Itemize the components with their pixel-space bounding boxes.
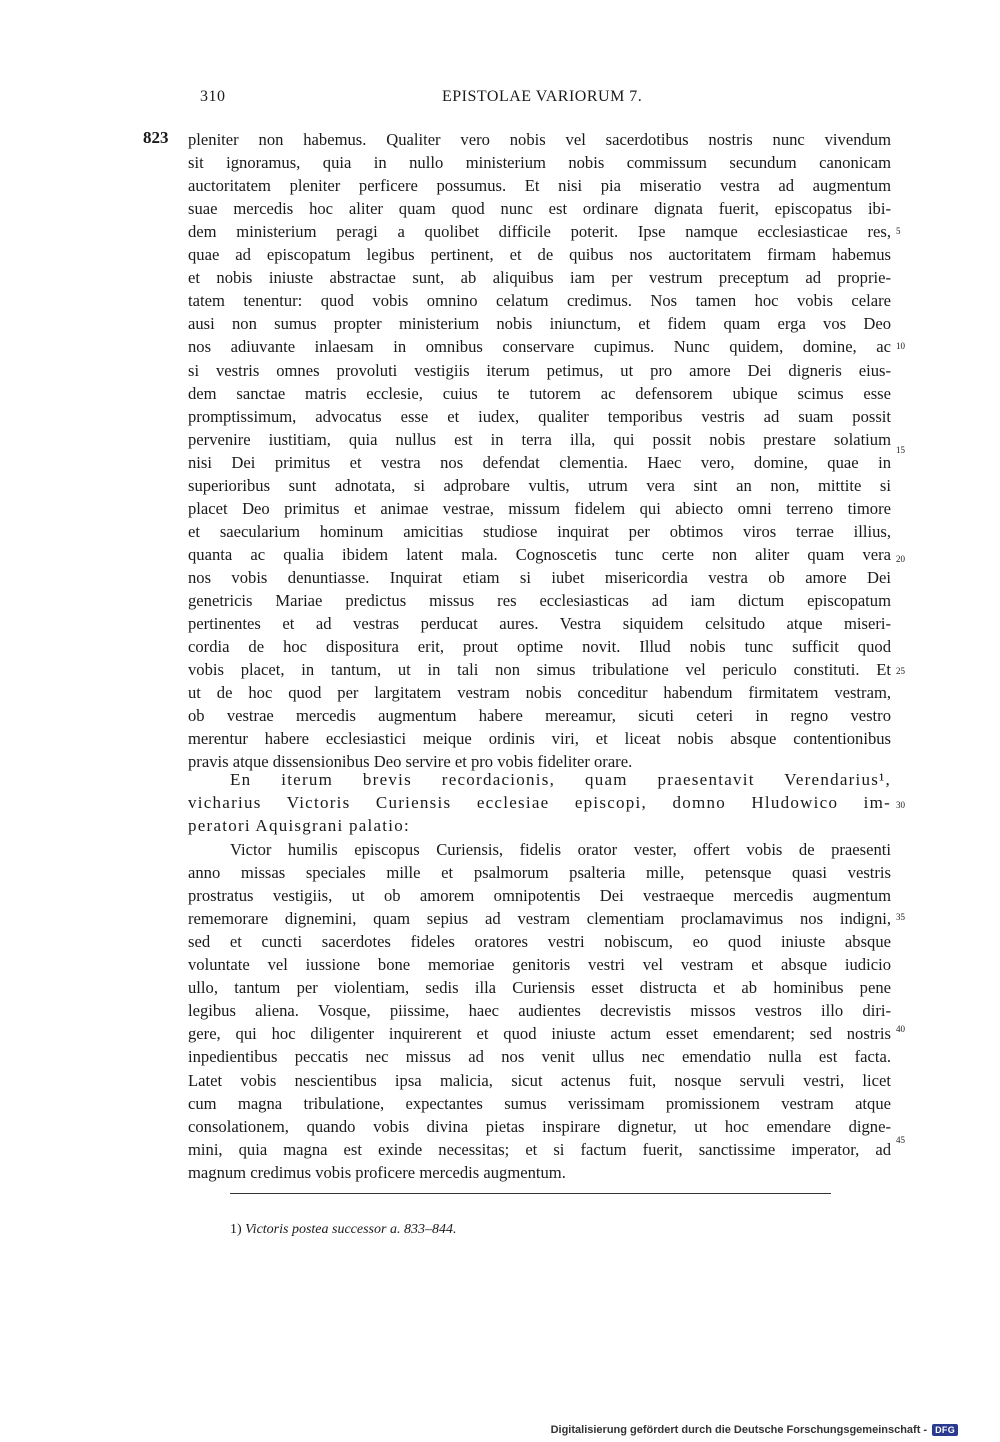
text-line: prostratus vestigiis, ut ob amorem omnipotentis Dei vestraeque mercedis augmentum bbox=[188, 886, 891, 906]
text-line: auctoritatem pleniter perficere possumus. Et nisi pia miseratio vestra ad augmentum bbox=[188, 176, 891, 196]
page-header bbox=[0, 88, 1000, 114]
text-line: ob vestrae mercedis augmentum habere mereamur, sicuti ceteri in regno vestro bbox=[188, 706, 891, 726]
text-line: cordia de hoc dispositura erit, prout optime novit. Illud nobis tunc sufficit quod bbox=[188, 637, 891, 657]
text-line: nisi Dei primitus et vestra nos defendat clementia. Haec vero, domine, quae in bbox=[188, 452, 891, 472]
text-line: genetricis Mariae predictus missus res ecclesiasticas ad iam dictum episcopatum bbox=[188, 591, 891, 610]
text-line: voluntate vel iussione bone memoriae genitoris vestri vel vestram et absque iudicio bbox=[188, 955, 891, 975]
text-line: legibus aliena. Vosque, piissime, haec audientes decrevistis missos vestros illo diri- bbox=[188, 1001, 891, 1021]
text-line: dem sanctae matris ecclesie, cuius te tutorem ac defensorem ubique scimus esse bbox=[188, 383, 891, 403]
text-line: quae ad episcopatum legibus pertinent, et de quibus nos auctoritatem firmam habemus bbox=[188, 245, 891, 265]
text-line: magnum credimus vobis proficere mercedis augmentum. bbox=[188, 1162, 566, 1182]
text-line: vobis placet, in tantum, ut in tali non simus tribulatione vel periculo constituti. Et bbox=[188, 660, 891, 680]
footnote-marker: 1) bbox=[230, 1222, 242, 1237]
text-line: vicharius Victoris Curiensis ecclesiae episcopi, domno Hludowico im- bbox=[188, 793, 891, 813]
running-title: EPISTOLAE VARIORUM 7. bbox=[442, 88, 643, 105]
text-line: inpedientibus peccatis nec missus ad nos venit ullus nec emendatio nulla est facta. bbox=[188, 1047, 891, 1067]
text-line: nos vobis denuntiasse. Inquirat etiam si iubet misericordia vestra ob amore Dei bbox=[188, 567, 891, 587]
text-line: sit ignoramus, quia in nullo ministerium nobis commissum secundum canonicam bbox=[188, 153, 891, 173]
text-line: pervenire iustitiam, quia nullus est in terra illa, qui possit nobis prestare solatium bbox=[188, 429, 891, 449]
text-line: Victor humilis episcopus Curiensis, fidelis orator vester, offert vobis de praesenti bbox=[230, 840, 891, 859]
text-line: gere, qui hoc diligenter inquirerent et quod iniuste actum esset emendarent; sed nostris bbox=[188, 1024, 891, 1044]
digitization-credit bbox=[551, 1424, 958, 1436]
text-line: suae mercedis hoc aliter quam quod nunc est ordinare dignata fuerit, episcopatus ibi- bbox=[188, 199, 891, 219]
line-number: 35 bbox=[896, 912, 905, 922]
text-line: promptissimum, advocatus esse et iudex, qualiter temporibus vestris ad suam possit bbox=[188, 406, 891, 426]
text-line: quanta ac qualia ibidem latent mala. Cognoscetis tunc certe non aliter quam vera bbox=[188, 544, 891, 564]
line-number: 10 bbox=[896, 341, 905, 351]
line-number: 40 bbox=[896, 1024, 905, 1034]
credit-text: Digitalisierung gefördert durch die Deutsche Forschungsgemeinschaft - bbox=[550, 1424, 928, 1436]
footnote-rule bbox=[230, 1193, 831, 1194]
margin-year: 823 bbox=[143, 128, 169, 147]
text-line: pravis atque dissensionibus Deo servire et pro vobis fideliter orare. bbox=[188, 752, 633, 772]
text-line: pertinentes et ad vestras perducat aures. Vestra siquidem celsitudo atque miseri- bbox=[188, 614, 891, 634]
text-line: En iterum brevis recordacionis, quam praesentavit Verendarius¹, bbox=[230, 770, 891, 789]
text-line: superioribus sunt adnotata, si adprobare vultis, utrum vera sint an non, mittite si bbox=[188, 475, 891, 495]
line-number: 45 bbox=[896, 1135, 905, 1145]
text-line: dem ministerium peragi a quolibet difficile poterit. Ipse namque ecclesiasticae res, bbox=[188, 222, 891, 242]
text-line: ut de hoc quod per largitatem vestram nobis conceditur habendum firmitatem vestram, bbox=[188, 683, 891, 703]
text-line: si vestris omnes provoluti vestigiis iterum petimus, ut pro amore Dei digneris eius- bbox=[188, 360, 891, 380]
line-number: 15 bbox=[896, 445, 905, 455]
text-line: placet Deo primitus et animae vestrae, missum fidelem qui abiecto omni terreno timore bbox=[188, 498, 891, 518]
text-line: anno missas speciales mille et psalmorum psalteria mille, petensque quasi vestris bbox=[188, 863, 891, 883]
dfg-logo-icon: DFG bbox=[932, 1424, 958, 1436]
text-line: tatem tenentur: quod vobis omnino celatum credimus. Nos tamen hoc vobis celare bbox=[188, 291, 891, 311]
text-line: merentur habere ecclesiastici meique ordinis viri, et liceat nobis absque contentionibus bbox=[188, 729, 891, 749]
text-line: Latet vobis nescientibus ipsa malicia, sicut actenus fuit, nosque servuli vestri, licet bbox=[188, 1070, 891, 1090]
text-line: ullo, tantum per violentiam, sedis illa Curiensis esset distructa et ab hominibus pene bbox=[188, 978, 891, 998]
text-line: ausi non sumus propter ministerium nobis iniunctum, et fidem quam erga vos Deo bbox=[188, 314, 891, 334]
footnote-text: Victoris postea successor a. 833–844. bbox=[245, 1222, 457, 1237]
text-line: peratori Aquisgrani palatio: bbox=[188, 816, 410, 836]
page-number: 310 bbox=[200, 88, 226, 105]
text-line: rememorare dignemini, quam sepius ad vestram clementiam proclamavimus nos indigni, bbox=[188, 909, 891, 929]
line-number: 20 bbox=[896, 554, 905, 564]
text-line: nos adiuvante inlaesam in omnibus conservare cupimus. Nunc quidem, domine, ac bbox=[188, 337, 891, 357]
text-line: pleniter non habemus. Qualiter vero nobis vel sacerdotibus nostris nunc vivendum bbox=[188, 130, 891, 149]
text-line: consolationem, quando vobis divina pietas inspirare dignetur, ut hoc emendare digne- bbox=[188, 1116, 891, 1136]
line-number: 25 bbox=[896, 666, 905, 676]
footnote bbox=[230, 1222, 456, 1238]
text-line: et nobis iniuste abstractae sunt, ab aliquibus iam per vestrum preceptum ad proprie- bbox=[188, 268, 891, 288]
text-line: sed et cuncti sacerdotes fideles oratores vestri nobiscum, eo quod iniuste absque bbox=[188, 932, 891, 952]
text-line: cum magna tribulatione, expectantes sumus verissimam promissionem vestram atque bbox=[188, 1093, 891, 1113]
text-line: et saecularium hominum amicitias studiose inquirat per obtimos viros terrae illius, bbox=[188, 521, 891, 541]
line-number: 30 bbox=[896, 800, 905, 810]
text-line: mini, quia magna est exinde necessitas; et si factum fuerit, sanctissime imperator, ad bbox=[188, 1139, 891, 1159]
line-number: 5 bbox=[896, 226, 901, 236]
